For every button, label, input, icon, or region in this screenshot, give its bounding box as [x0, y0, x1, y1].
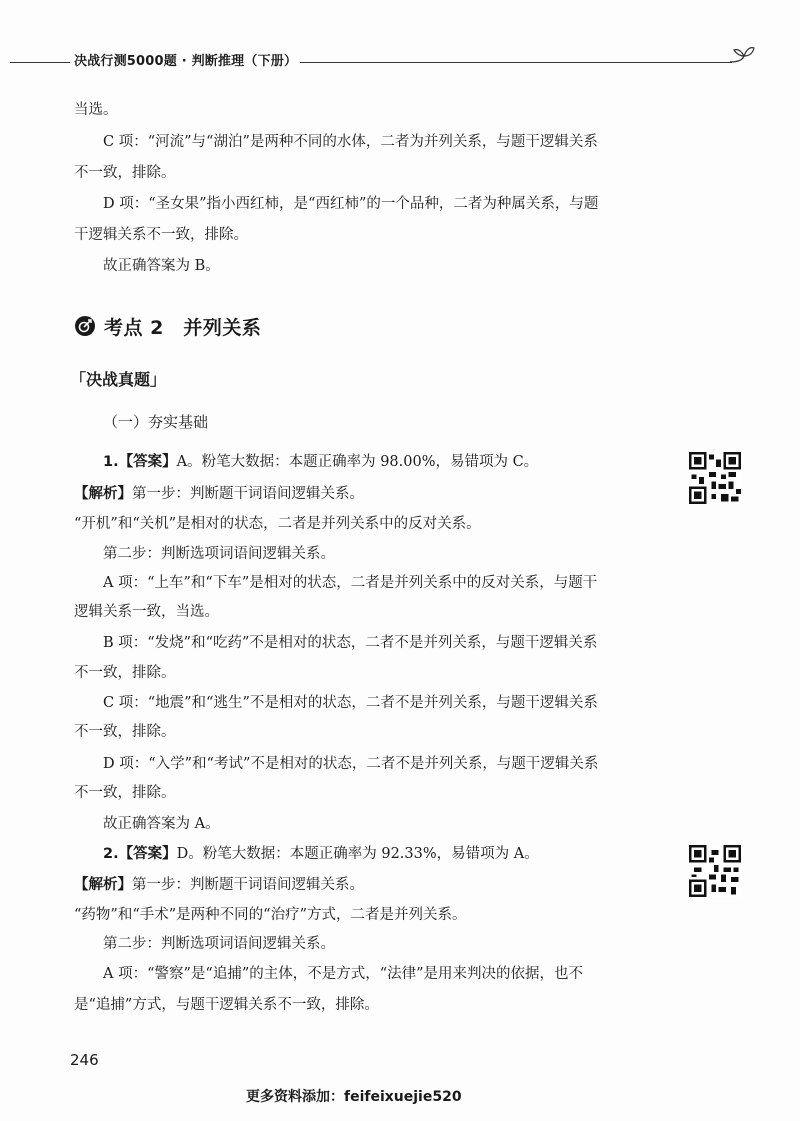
- text-line: B 项：“发烧”和“吃药”不是相对的状态，二者不是并列关系，与题干逻辑关系: [103, 635, 598, 651]
- analysis-text: 第一步：判断题干词语间逻辑关系。: [132, 877, 364, 893]
- header-rule-left: [10, 62, 70, 63]
- text-line: 不一致，排除。: [74, 165, 176, 181]
- q1-analysis-line: [74, 484, 364, 504]
- text-line: 当选。: [74, 102, 118, 118]
- answer-text: A。粉笔大数据：本题正确率为 98.00%，易错项为 C。: [176, 454, 539, 470]
- text-line: 第二步：判断选项词语间逻辑关系。: [103, 936, 335, 952]
- text-line: A 项：“警察”是“追捕”的主体，不是方式，“法律”是用来判决的依据，也不: [103, 966, 584, 982]
- target-icon: [74, 315, 96, 337]
- running-header: [0, 40, 800, 80]
- text-line: C 项：“地震”和“逃生”不是相对的状态，二者不是并列关系，与题干逻辑关系: [103, 695, 598, 711]
- q2-analysis-line: [74, 875, 364, 895]
- q1-answer-line: [103, 452, 538, 472]
- footer-note: 更多资料添加：feifeixuejie520: [246, 1089, 462, 1105]
- text-line: 干逻辑关系不一致，排除。: [74, 227, 248, 243]
- text-line: 是“追捕”方式，与题干逻辑关系不一致，排除。: [74, 997, 379, 1013]
- analysis-text: 第一步：判断题干词语间逻辑关系。: [132, 486, 364, 502]
- text-line: 故正确答案为 B。: [103, 258, 220, 274]
- qr-code-icon[interactable]: [689, 452, 741, 504]
- text-line: C 项：“河流”与“湖泊”是两种不同的水体，二者为并列关系，与题干逻辑关系: [103, 134, 598, 150]
- text-line: D 项：“入学”和“考试”不是相对的状态，二者不是并列关系，与题干逻辑关系: [103, 756, 599, 772]
- section-title: 考点 2 并列关系: [104, 316, 262, 339]
- analysis-label: 【解析】: [74, 486, 132, 502]
- text-line: 逻辑关系一致，当选。: [74, 604, 219, 620]
- subsection-heading: （一）夯实基础: [103, 413, 209, 431]
- text-line: D 项：“圣女果”指小西红柿，是“西红柿”的一个品种，二者为种属关系，与题: [103, 196, 599, 212]
- page-number: 246: [70, 1051, 99, 1069]
- text-line: A 项：“上车”和“下车”是相对的状态，二者是并列关系中的反对关系，与题干: [103, 575, 598, 591]
- text-line: “开机”和“关机”是相对的状态，二者是并列关系中的反对关系。: [74, 516, 481, 532]
- answer-label: 2.【答案】: [103, 846, 177, 862]
- text-line: 故正确答案为 A。: [103, 816, 220, 832]
- sprout-icon: [728, 44, 756, 68]
- qr-code-icon[interactable]: [689, 845, 741, 897]
- text-line: 第二步：判断选项词语间逻辑关系。: [103, 546, 335, 562]
- analysis-label: 【解析】: [74, 877, 132, 893]
- header-rule-right: [300, 62, 732, 63]
- text-line: 不一致，排除。: [74, 724, 176, 740]
- q2-answer-line: [103, 844, 539, 864]
- real-exam-heading: 「决战真题」: [70, 370, 167, 389]
- text-line: 不一致，排除。: [74, 665, 176, 681]
- answer-text: D。粉笔大数据：本题正确率为 92.33%，易错项为 A。: [176, 846, 539, 862]
- header-title: 决战行测5000题 · 判断推理（下册）: [74, 54, 298, 69]
- answer-label: 1.【答案】: [103, 454, 177, 470]
- text-line: “药物”和“手术”是两种不同的“治疗”方式，二者是并列关系。: [74, 907, 467, 923]
- section-heading: [74, 312, 261, 340]
- text-line: 不一致，排除。: [74, 785, 176, 801]
